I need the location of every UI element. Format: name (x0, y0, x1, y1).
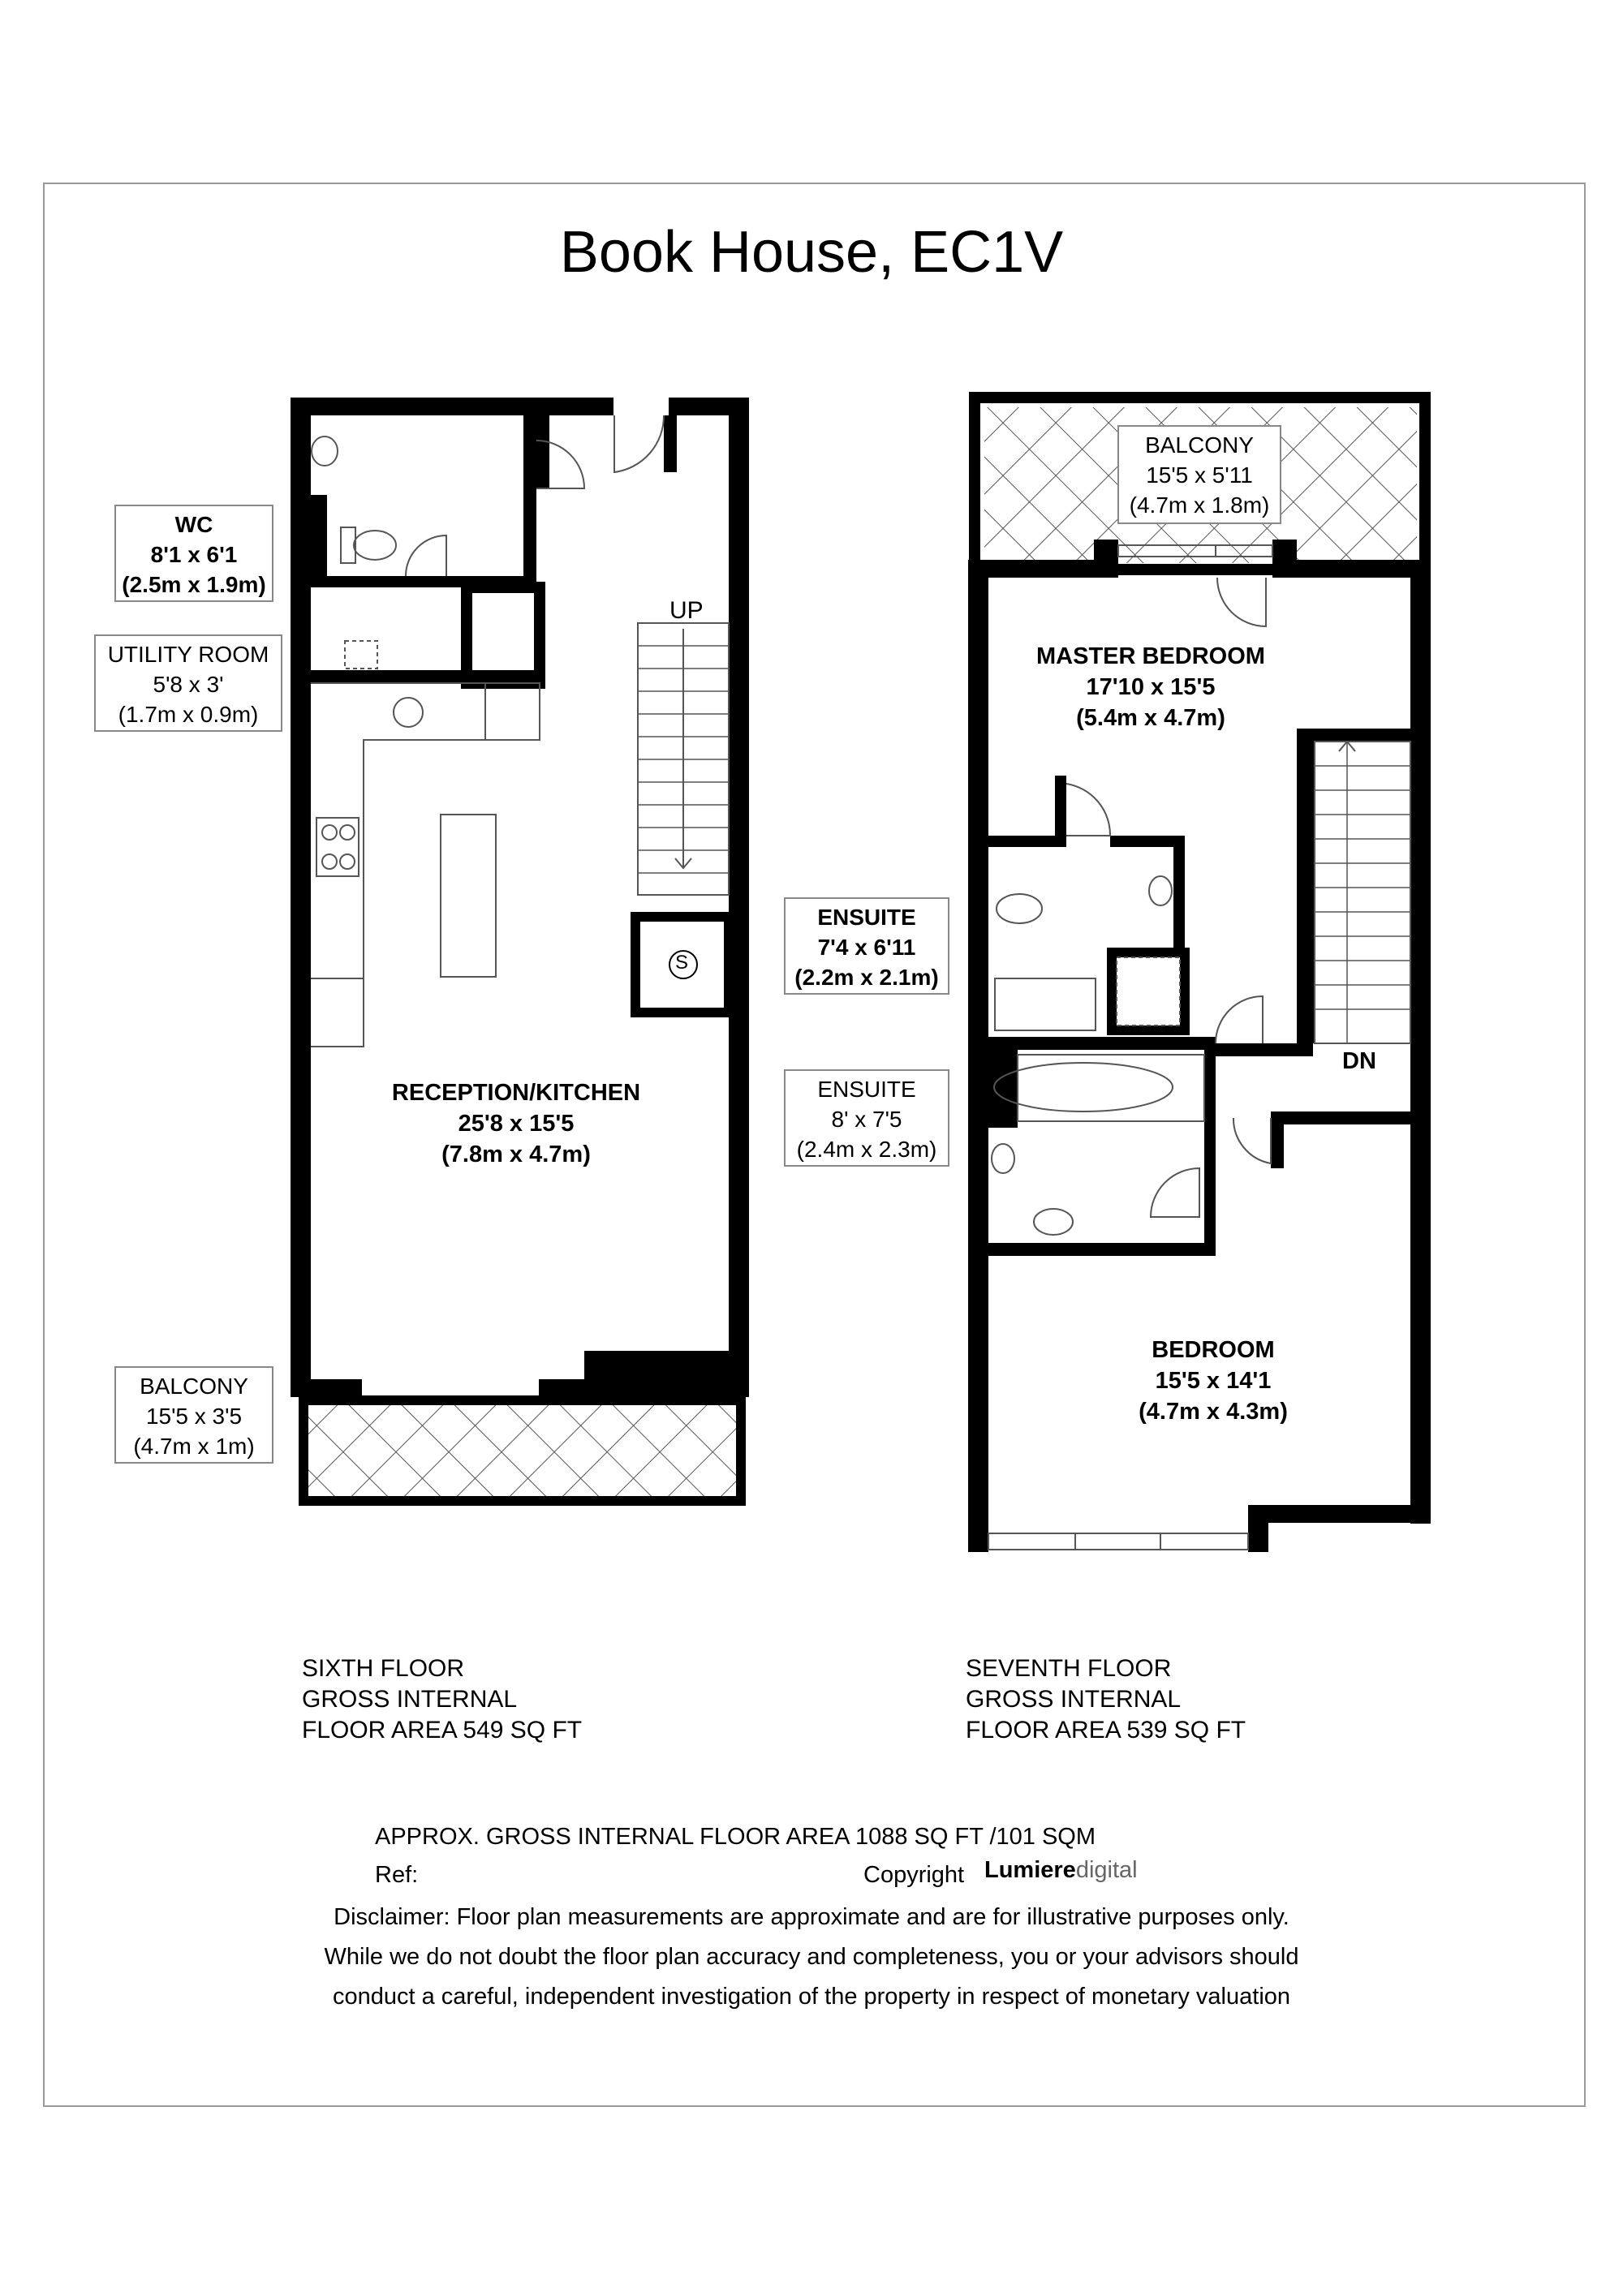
disclaimer-line-3: conduct a careful, independent investigation of the property in respect of monetary valuation (332, 1984, 1291, 2010)
wc-name: WC (174, 512, 213, 537)
wc-label (114, 505, 273, 602)
ensuite-1-metric: (2.2m x 2.1m) (794, 965, 939, 990)
wc-door-wall (536, 415, 549, 488)
master-bedroom-label (1029, 641, 1272, 733)
sixth-bottom-wall-left (291, 1379, 362, 1397)
ensuite1-right-wall (1173, 836, 1185, 952)
sixth-floor-plan (291, 398, 749, 1501)
seventh-bottom-wall-step (1248, 1505, 1431, 1523)
master-bedroom-dims: 17'10 x 15'5 (1086, 674, 1216, 700)
reference-label: Ref: (375, 1862, 419, 1888)
stairs-up-label: UP (669, 597, 704, 624)
ensuite-2-name: ENSUITE (817, 1077, 916, 1102)
sixth-balcony-metric: (4.7m x 1m) (133, 1434, 255, 1459)
sixth-outer-wall-left (291, 398, 311, 1397)
seventh-floor-area (966, 1653, 1246, 1746)
stairs-up (638, 623, 729, 895)
wc-dims: 8'1 x 6'1 (150, 542, 238, 567)
seventh-floor-line3: FLOOR AREA 539 SQ FT (966, 1717, 1246, 1743)
reception-kitchen-label (357, 1077, 675, 1170)
ensuite2-toilet-icon (1034, 1209, 1073, 1235)
ensuite1-shower-box (1112, 952, 1185, 1030)
stair-wall-left (1297, 729, 1315, 1043)
ensuite1-basin-icon (1149, 876, 1172, 905)
reception-kitchen-dims: 25'8 x 15'5 (458, 1111, 575, 1137)
brand-bold: Lumiere (984, 1857, 1076, 1883)
sixth-floor-line1: SIXTH FLOOR (302, 1655, 465, 1682)
total-floor-area: APPROX. GROSS INTERNAL FLOOR AREA 1088 SQ FT /101 SQM (375, 1824, 1096, 1850)
stairs-down (1315, 742, 1410, 1043)
ensuite-2-dims: 8' x 7'5 (831, 1107, 902, 1132)
seventh-balcony-name: BALCONY (1145, 432, 1254, 458)
hob-ring-1 (322, 825, 337, 840)
corridor-wall (1216, 1043, 1313, 1056)
entrance-door-swing (614, 415, 664, 472)
ensuite1-shower-tray (1117, 957, 1180, 1025)
ensuite-2-label (784, 1069, 949, 1167)
master-bedroom-metric: (5.4m x 4.7m) (1076, 705, 1225, 731)
balcony-door-swing (1217, 578, 1266, 626)
wc-side-block (311, 495, 327, 576)
wc-right-wall (523, 415, 536, 587)
bedroom-dims: 15'5 x 14'1 (1155, 1368, 1272, 1394)
stairs-down-label: DN (1342, 1048, 1376, 1074)
sink-icon (394, 698, 423, 727)
sixth-outer-wall-right (729, 398, 749, 1397)
seventh-balcony-metric: (4.7m x 1.8m) (1129, 492, 1270, 518)
utility-room-dims: 5'8 x 3' (153, 672, 224, 697)
ensuite1-toilet-icon (997, 894, 1042, 923)
ensuite-1-name: ENSUITE (817, 905, 916, 930)
wc-basin-icon (312, 436, 338, 466)
ensuite2-left-block (988, 1050, 1018, 1128)
master-door-swing (1216, 996, 1263, 1043)
hob-ring-3 (322, 854, 337, 869)
balcony-door-jamb-left (1094, 540, 1118, 572)
utility-room-metric: (1.7m x 0.9m) (118, 702, 259, 727)
sixth-floor-line2: GROSS INTERNAL (302, 1686, 518, 1713)
lumiere-digital-logo (984, 1857, 1138, 1884)
reception-kitchen-metric: (7.8m x 4.7m) (441, 1142, 591, 1167)
sixth-floor-line3: FLOOR AREA 549 SQ FT (302, 1717, 583, 1743)
ensuite2-door-swing (1151, 1168, 1199, 1217)
sixth-balcony-hatch (308, 1405, 736, 1496)
bedroom-door-swing (1233, 1118, 1271, 1163)
master-bedroom-name: MASTER BEDROOM (1036, 643, 1265, 669)
bedroom-label (1091, 1335, 1335, 1427)
utility-room-name: UTILITY ROOM (107, 642, 269, 667)
hob-ring-2 (340, 825, 355, 840)
stair-wall-top (1297, 729, 1431, 742)
seventh-outer-wall-left (968, 568, 988, 1552)
ensuite1-top-wall (988, 836, 1066, 847)
sixth-top-wall-right (669, 398, 749, 415)
seventh-outer-wall-right (1410, 568, 1431, 1524)
wc-door-swing (406, 535, 446, 576)
bedroom-name: BEDROOM (1152, 1337, 1275, 1363)
ensuite1-top-wall-right (1110, 836, 1183, 847)
sixth-balcony-name: BALCONY (140, 1374, 248, 1399)
sixth-floor-area (302, 1653, 582, 1746)
ensuite2-bath (994, 1063, 1173, 1111)
wc-metric: (2.5m x 1.9m) (122, 572, 266, 597)
ensuite2-right-wall (1204, 1037, 1216, 1254)
copyright-label: Copyright (863, 1862, 965, 1888)
sixth-balcony-dims: 15'5 x 3'5 (145, 1404, 243, 1429)
kitchen-counter (311, 683, 540, 1047)
seventh-floor-line1: SEVENTH FLOOR (966, 1655, 1172, 1682)
seventh-bottom-wall-left (968, 1532, 988, 1552)
ensuite-2-metric: (2.4m x 2.3m) (796, 1137, 937, 1162)
bedroom-metric: (4.7m x 4.3m) (1139, 1399, 1288, 1425)
kitchen-island (441, 815, 496, 977)
ensuite1-door-jamb (1055, 776, 1066, 847)
ensuite-1-label (784, 897, 949, 995)
sixth-top-wall-left (291, 398, 613, 415)
utility-appliance (345, 641, 377, 669)
sixth-bottom-block (584, 1351, 729, 1383)
seventh-balcony-dims: 15'5 x 5'11 (1146, 462, 1253, 488)
reception-kitchen-name: RECEPTION/KITCHEN (391, 1080, 641, 1106)
disclaimer-line-2: While we do not doubt the floor plan accuracy and completeness, you or your advisors should (324, 1944, 1299, 1970)
ensuite2-basin-icon (992, 1144, 1014, 1173)
sixth-balcony-label (114, 1366, 273, 1464)
balcony-door-jamb-right (1272, 540, 1297, 572)
seventh-balcony-label (1117, 425, 1281, 524)
brand-light: digital (1075, 1857, 1138, 1883)
cupboard-box (467, 587, 540, 683)
store-symbol: S (675, 952, 689, 974)
ensuite1-bath (995, 978, 1096, 1030)
bedroom-door-jamb (1271, 1111, 1284, 1168)
ensuite-1-dims: 7'4 x 6'11 (817, 935, 916, 960)
ensuite2-bottom-wall (988, 1243, 1216, 1256)
hob-ring-4 (340, 854, 355, 869)
ensuite2-top-wall (988, 1037, 1214, 1050)
bedroom-top-wall (1271, 1111, 1431, 1124)
bedroom-window (988, 1533, 1248, 1550)
utility-room-label (94, 634, 282, 732)
ensuite1-door-swing (1066, 784, 1110, 836)
wc-toilet-icon (354, 531, 396, 560)
entrance-door-jamb (664, 415, 677, 472)
disclaimer-line-1: Disclaimer: Floor plan measurements are approximate and are for illustrative purposes only. (334, 1904, 1289, 1930)
seventh-floor-line2: GROSS INTERNAL (966, 1686, 1182, 1713)
page-title: Book House, EC1V (559, 220, 1064, 285)
seventh-bottom-wall-step-2 (1248, 1505, 1268, 1552)
